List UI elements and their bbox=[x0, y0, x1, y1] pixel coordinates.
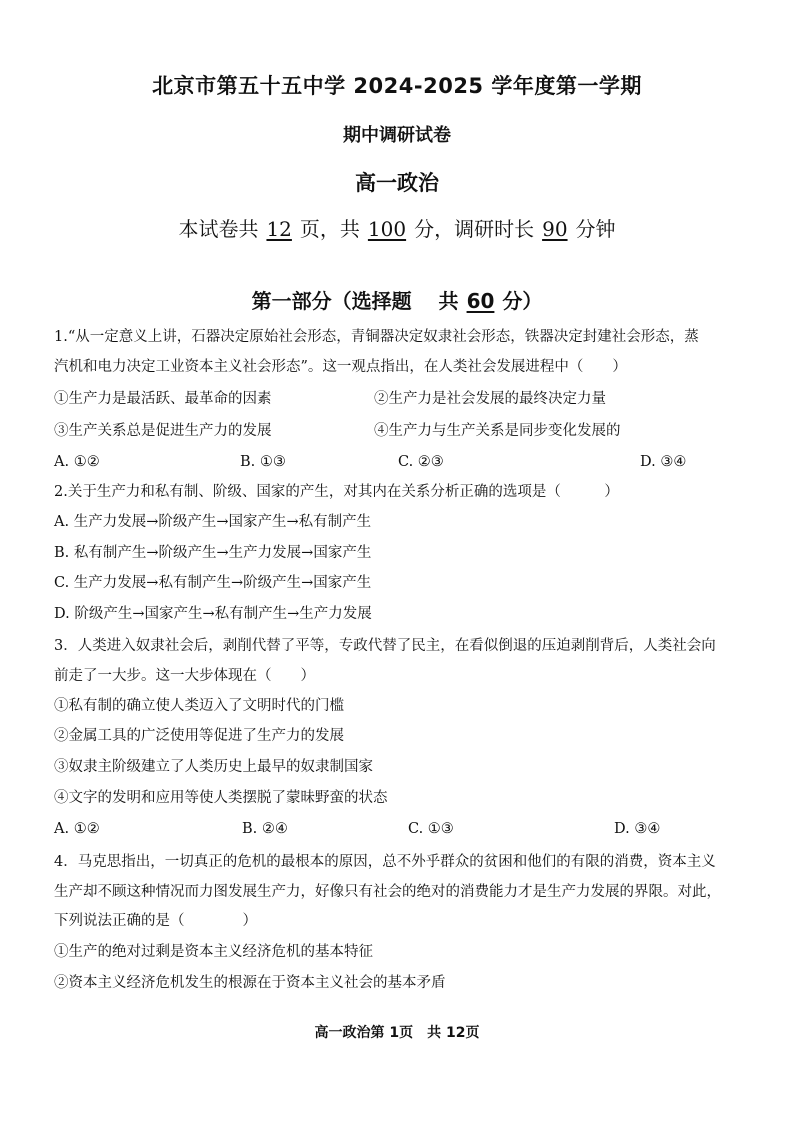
info-mid2: 分，调研时长 bbox=[414, 217, 535, 241]
q2-stem: 2.关于生产力和私有制、阶级、国家的产生，对其内在关系分析正确的选项是（ ） bbox=[54, 484, 619, 500]
q3-statement-1: ①私有制的确立使人类迈入了文明时代的门槛 bbox=[54, 698, 344, 714]
q1-stem-line1: 1.“从一定意义上讲，石器决定原始社会形态，青铜器决定奴隶社会形态，铁器决定封建社会形态，蒸 bbox=[54, 329, 699, 345]
q1-option-d: D. ③④ bbox=[640, 454, 687, 470]
q2-option-c: C. 生产力发展→私有制产生→阶级产生→国家产生 bbox=[54, 575, 372, 591]
exam-title: 期中调研试卷 bbox=[343, 125, 451, 146]
q3-option-c: C. ①③ bbox=[408, 821, 454, 837]
q4-statement-2: ②资本主义经济危机发生的根源在于资本主义社会的基本矛盾 bbox=[54, 975, 446, 991]
q4-stem-line1: 4．马克思指出，一切真正的危机的最根本的原因，总不外乎群众的贫困和他们的有限的消费，资本主义 bbox=[54, 854, 716, 870]
section-title-post: 分） bbox=[502, 289, 543, 313]
q1-statement-2: ②生产力是社会发展的最终决定力量 bbox=[374, 391, 606, 407]
subject-title: 高一政治 bbox=[355, 171, 439, 195]
q2-option-b: B. 私有制产生→阶级产生→生产力发展→国家产生 bbox=[54, 545, 372, 561]
q1-statement-3: ③生产关系总是促进生产力的发展 bbox=[54, 423, 272, 439]
q4-stem-line2: 生产却不顾这种情况而力图发展生产力，好像只有社会的绝对的消费能力才是生产力发展的界限。对此， bbox=[54, 884, 721, 900]
q4-stem-line3: 下列说法正确的是（ ） bbox=[54, 913, 257, 929]
q3-statement-4: ④文字的发明和应用等使人类摆脱了蒙昧野蛮的状态 bbox=[54, 790, 388, 806]
school-title: 北京市第五十五中学 2024-2025 学年度第一学期 bbox=[152, 74, 642, 98]
q3-statement-3: ③奴隶主阶级建立了人类历史上最早的奴隶制国家 bbox=[54, 759, 373, 775]
q1-option-b: B. ①③ bbox=[240, 454, 286, 470]
q3-stem-line1: 3．人类进入奴隶社会后，剥削代替了平等，专政代替了民主，在看似倒退的压迫剥削背后，人类社会向 bbox=[54, 638, 716, 654]
section-title bbox=[0, 285, 794, 314]
info-post: 分钟 bbox=[575, 217, 616, 241]
exam-info bbox=[0, 213, 794, 242]
q3-option-b: B. ②④ bbox=[242, 821, 288, 837]
q2-option-a: A. 生产力发展→阶级产生→国家产生→私有制产生 bbox=[54, 514, 372, 530]
pages-value: 12 bbox=[266, 217, 292, 241]
info-pre: 本试卷共 bbox=[178, 217, 259, 241]
page-footer: 高一政治第 1页 共 12页 bbox=[314, 1025, 480, 1041]
q1-statement-4: ④生产力与生产关系是同步变化发展的 bbox=[374, 423, 621, 439]
q1-stem-line2: 汽机和电力决定工业资本主义社会形态”。这一观点指出，在人类社会发展进程中（ ） bbox=[54, 359, 627, 375]
q2-option-d: D. 阶级产生→国家产生→私有制产生→生产力发展 bbox=[54, 606, 372, 622]
minutes-value: 90 bbox=[542, 217, 568, 241]
section-points: 60 bbox=[466, 289, 495, 313]
q3-option-a: A. ①② bbox=[54, 821, 100, 837]
q3-option-d: D. ③④ bbox=[614, 821, 661, 837]
q1-statement-1: ①生产力是最活跃、最革命的因素 bbox=[54, 391, 272, 407]
info-mid1: 页，共 bbox=[299, 217, 360, 241]
score-value: 100 bbox=[367, 217, 407, 241]
q3-statement-2: ②金属工具的广泛使用等促进了生产力的发展 bbox=[54, 728, 344, 744]
q1-option-c: C. ②③ bbox=[398, 454, 444, 470]
q3-stem-line2: 前走了一大步。这一大步体现在（ ） bbox=[54, 668, 315, 684]
q4-statement-1: ①生产的绝对过剩是资本主义经济危机的基本特征 bbox=[54, 944, 373, 960]
q1-option-a: A. ①② bbox=[54, 454, 100, 470]
section-title-pre: 第一部分（选择题 共 bbox=[251, 289, 459, 313]
